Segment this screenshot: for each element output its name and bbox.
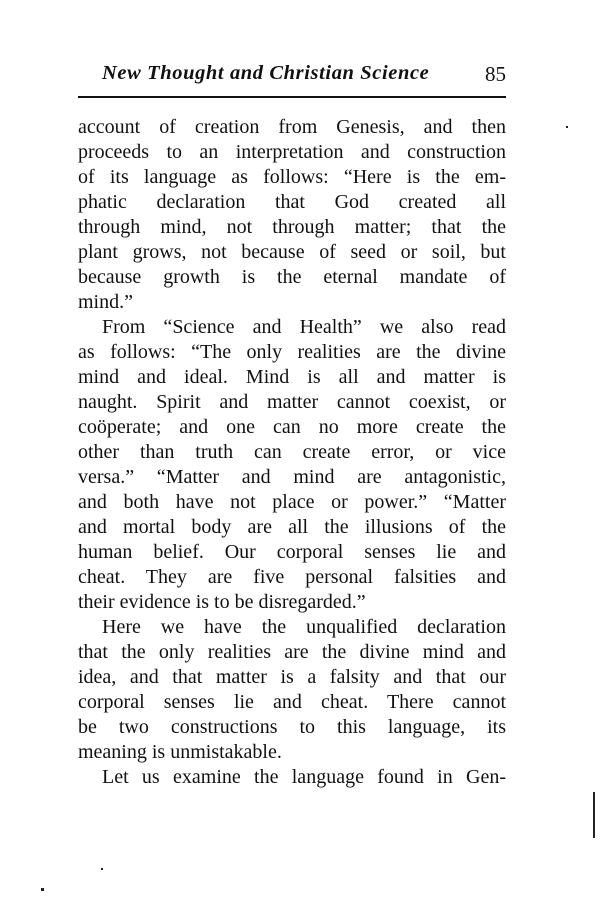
text-line: because growth is the eternal mandate of: [78, 266, 506, 288]
scan-speck: [593, 792, 595, 838]
text-line: be two constructions to this language, its: [78, 716, 506, 738]
text-line: meaning is unmistakable.: [78, 741, 282, 763]
text-line: other than truth can create error, or vice: [78, 441, 506, 463]
text-line: idea, and that matter is a falsity and that our: [78, 666, 506, 688]
text-line: Let us examine the language found in Gen-: [102, 766, 506, 788]
text-line: mind and ideal. Mind is all and matter is: [78, 366, 506, 388]
text-line: versa.” “Matter and mind are antagonistic,: [78, 466, 506, 488]
running-header: [78, 62, 506, 92]
body-text: [78, 115, 506, 790]
text-line: mind.”: [78, 291, 133, 313]
text-line: account of creation from Genesis, and then: [78, 116, 506, 138]
scan-speck: [101, 868, 103, 870]
text-line: cheat. They are five personal falsities and: [78, 566, 506, 588]
text-line: plant grows, not because of seed or soil, but: [78, 241, 506, 263]
running-title: New Thought and Christian Science: [102, 62, 430, 84]
text-line: as follows: “The only realities are the divine: [78, 341, 506, 363]
text-line: naught. Spirit and matter cannot coexist, or: [78, 391, 506, 413]
page-number: 85: [485, 62, 506, 86]
text-line: and both have not place or power.” “Matter: [78, 491, 506, 513]
text-line: phatic declaration that God created all: [78, 191, 506, 213]
text-line: proceeds to an interpretation and construction: [78, 141, 506, 163]
text-line: that the only realities are the divine mind and: [78, 641, 506, 663]
text-line: their evidence is to be disregarded.”: [78, 591, 366, 613]
header-rule: [78, 96, 506, 98]
scan-speck: [566, 126, 568, 128]
text-line: From “Science and Health” we also read: [102, 316, 506, 338]
text-line: Here we have the unqualified declaration: [102, 616, 506, 638]
text-line: human belief. Our corporal senses lie and: [78, 541, 506, 563]
text-line: coöperate; and one can no more create the: [78, 416, 506, 438]
text-line: of its language as follows: “Here is the em-: [78, 166, 506, 188]
text-line: through mind, not through matter; that the: [78, 216, 506, 238]
scan-speck: [41, 888, 44, 891]
text-line: and mortal body are all the illusions of the: [78, 516, 506, 538]
text-line: corporal senses lie and cheat. There cannot: [78, 691, 506, 713]
